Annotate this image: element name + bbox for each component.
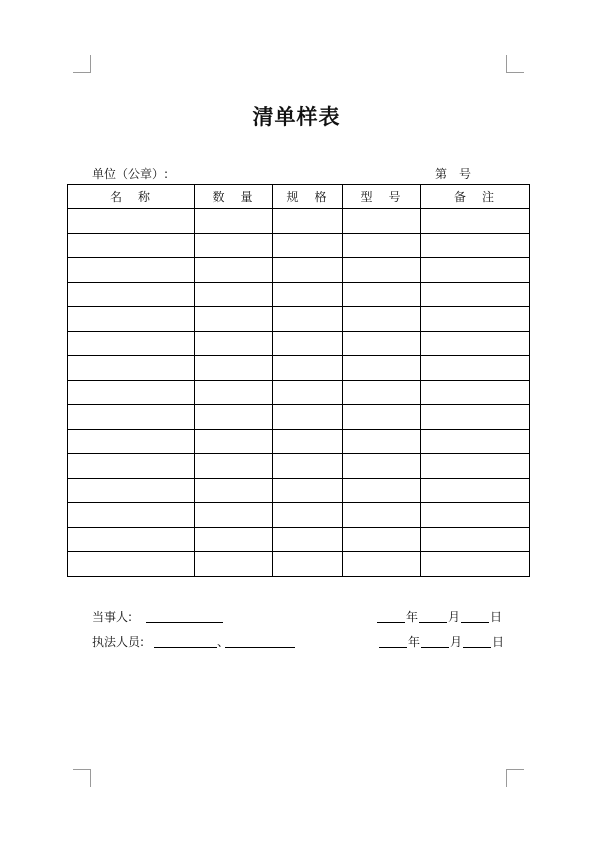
table-row (68, 331, 530, 356)
table-row (68, 307, 530, 332)
table-cell[interactable] (343, 503, 421, 528)
table-cell[interactable] (421, 503, 530, 528)
year-label-2: 年 (408, 635, 421, 649)
table-cell[interactable] (273, 405, 343, 430)
header-name: 名 称 (68, 185, 195, 209)
table-cell[interactable] (68, 380, 195, 405)
table-cell[interactable] (68, 454, 195, 479)
table-cell[interactable] (68, 527, 195, 552)
table-cell[interactable] (273, 282, 343, 307)
table-cell[interactable] (343, 282, 421, 307)
table-cell[interactable] (273, 307, 343, 332)
unit-seal-label: 单位（公章）: (92, 167, 169, 181)
page-title: 清单样表 (252, 104, 341, 129)
date-day-blank-2[interactable] (463, 647, 491, 648)
table-row (68, 356, 530, 381)
table-cell[interactable] (421, 454, 530, 479)
table-cell[interactable] (343, 405, 421, 430)
crop-mark-top-left (73, 55, 91, 73)
table-cell[interactable] (68, 405, 195, 430)
table-cell[interactable] (343, 233, 421, 258)
table-cell[interactable] (195, 503, 273, 528)
table-cell[interactable] (195, 356, 273, 381)
table-row (68, 380, 530, 405)
table-cell[interactable] (343, 527, 421, 552)
party-label: 当事人: (92, 610, 133, 624)
date-month-blank-2[interactable] (421, 647, 449, 648)
table-cell[interactable] (68, 233, 195, 258)
table-row (68, 552, 530, 577)
table-row (68, 478, 530, 503)
table-row (68, 503, 530, 528)
table-cell[interactable] (195, 405, 273, 430)
table-cell[interactable] (68, 307, 195, 332)
table-cell[interactable] (343, 258, 421, 283)
table-cell[interactable] (343, 380, 421, 405)
table-cell[interactable] (195, 258, 273, 283)
table-cell[interactable] (273, 233, 343, 258)
officer-separator: 、 (217, 635, 230, 649)
date-day-blank[interactable] (461, 622, 489, 623)
table-cell[interactable] (421, 478, 530, 503)
party-signature-line[interactable] (146, 622, 223, 623)
table-cell[interactable] (68, 503, 195, 528)
table-cell[interactable] (68, 552, 195, 577)
table-cell[interactable] (343, 552, 421, 577)
header-remarks: 备 注 (421, 185, 530, 209)
table-cell[interactable] (195, 233, 273, 258)
table-cell[interactable] (68, 209, 195, 234)
table-cell[interactable] (195, 307, 273, 332)
table-cell[interactable] (343, 356, 421, 381)
table-cell[interactable] (343, 331, 421, 356)
crop-mark-top-right (506, 55, 524, 73)
table-cell[interactable] (195, 527, 273, 552)
table-cell[interactable] (195, 454, 273, 479)
table-cell[interactable] (273, 527, 343, 552)
table-cell[interactable] (421, 405, 530, 430)
table-row (68, 209, 530, 234)
table-cell[interactable] (273, 209, 343, 234)
table-cell[interactable] (195, 429, 273, 454)
table-cell[interactable] (421, 233, 530, 258)
table-cell[interactable] (68, 282, 195, 307)
header-model: 型 号 (343, 185, 421, 209)
table-cell[interactable] (343, 209, 421, 234)
officer-2-signature-line[interactable] (225, 647, 295, 648)
table-cell[interactable] (343, 454, 421, 479)
table-cell[interactable] (273, 454, 343, 479)
date-year-blank[interactable] (377, 622, 405, 623)
table-row (68, 454, 530, 479)
date-year-blank-2[interactable] (379, 647, 407, 648)
table-row (68, 233, 530, 258)
month-label: 月 (448, 610, 461, 624)
table-cell[interactable] (68, 478, 195, 503)
table-cell[interactable] (195, 478, 273, 503)
table-cell[interactable] (343, 307, 421, 332)
table-cell[interactable] (195, 282, 273, 307)
crop-mark-bottom-right (506, 769, 524, 787)
table-cell[interactable] (421, 356, 530, 381)
table-cell[interactable] (68, 356, 195, 381)
table-cell[interactable] (421, 209, 530, 234)
table-cell[interactable] (421, 258, 530, 283)
crop-mark-bottom-left (73, 769, 91, 787)
table-row (68, 258, 530, 283)
header-specification: 规 格 (273, 185, 343, 209)
document-number-label: 第 号 (435, 167, 472, 181)
table-cell[interactable] (421, 527, 530, 552)
table-row (68, 405, 530, 430)
table-cell[interactable] (195, 552, 273, 577)
table-cell[interactable] (273, 552, 343, 577)
table-cell[interactable] (195, 209, 273, 234)
table-cell[interactable] (273, 258, 343, 283)
table-cell[interactable] (273, 380, 343, 405)
table-cell[interactable] (68, 331, 195, 356)
officers-label: 执法人员: (92, 635, 145, 649)
table-cell[interactable] (421, 552, 530, 577)
table-row (68, 527, 530, 552)
table-cell[interactable] (273, 429, 343, 454)
table-cell[interactable] (68, 258, 195, 283)
table-cell[interactable] (273, 503, 343, 528)
table-cell[interactable] (68, 429, 195, 454)
table-cell[interactable] (273, 331, 343, 356)
day-label: 日 (490, 610, 503, 624)
table-cell[interactable] (421, 429, 530, 454)
table-cell[interactable] (273, 478, 343, 503)
inventory-table (67, 184, 530, 577)
table-header-row (68, 185, 530, 209)
day-label-2: 日 (492, 635, 505, 649)
table-cell[interactable] (195, 331, 273, 356)
month-label-2: 月 (450, 635, 463, 649)
table-cell[interactable] (343, 478, 421, 503)
table-cell[interactable] (343, 429, 421, 454)
table-cell[interactable] (421, 331, 530, 356)
date-month-blank[interactable] (419, 622, 447, 623)
year-label: 年 (406, 610, 419, 624)
table-cell[interactable] (273, 356, 343, 381)
table-cell[interactable] (421, 380, 530, 405)
table-row (68, 282, 530, 307)
table-cell[interactable] (421, 282, 530, 307)
table-cell[interactable] (421, 307, 530, 332)
header-quantity: 数 量 (195, 185, 273, 209)
table-row (68, 429, 530, 454)
officer-1-signature-line[interactable] (154, 647, 217, 648)
table-cell[interactable] (195, 380, 273, 405)
table-body (68, 209, 530, 577)
